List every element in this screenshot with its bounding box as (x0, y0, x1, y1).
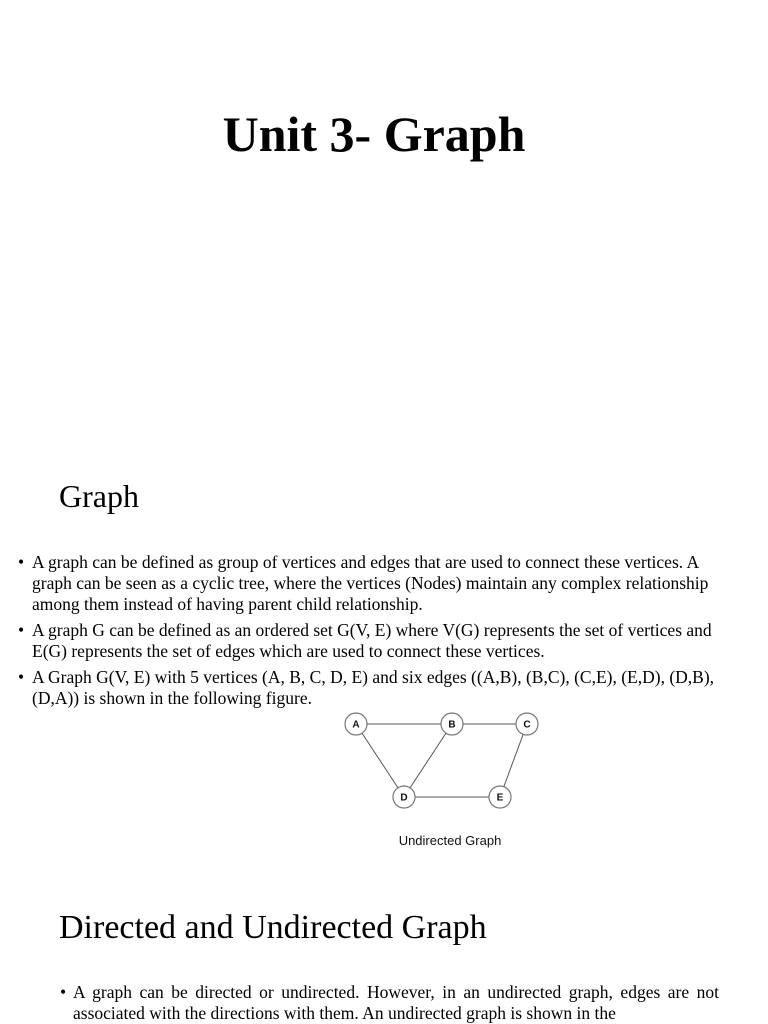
slide-title: Unit 3- Graph (222, 106, 526, 162)
section-heading-graph: Graph (59, 478, 139, 514)
bullet-text: A Graph G(V, E) with 5 vertices (A, B, C, D, E) and six edges ((A,B), (B,C), (C,E), (E,D), (D,B), (D,A)) is shown in the following figure. (32, 667, 715, 708)
bullet-text: A graph G can be defined as an ordered set G(V, E) where V(G) represents the set of vertices and E(G) represents the set of edges which are used to connect these vertices. (32, 620, 712, 661)
bullet-mark: • (18, 620, 25, 640)
graph-node-a (345, 713, 367, 735)
directed-bullet-list (60, 982, 719, 1024)
bullet-mark: • (60, 982, 67, 1002)
bullet-text: A graph can be defined as group of vertices and edges that are used to connect these vertices. A graph can be seen as a cyclic tree, where the vertices (Nodes) maintain any complex relationship among them instead of having parent child relationship. (32, 552, 709, 614)
bullet-text: A graph can be directed or undirected. However, in an undirected graph, edges are not associated with the directions with them. An undirected graph is shown in the (73, 982, 719, 1023)
node-label: C (523, 719, 531, 731)
figure-caption: Undirected Graph (398, 833, 502, 848)
bullet-mark: • (18, 552, 25, 572)
bullet-item (18, 552, 722, 615)
graph-edge-ce (500, 724, 527, 797)
node-label: A (352, 719, 360, 731)
graph-nodes (345, 713, 538, 808)
node-label: B (448, 719, 456, 731)
graph-node-e (489, 786, 511, 808)
section-heading-directed: Directed and Undirected Graph (59, 909, 487, 946)
bullet-item (18, 620, 722, 662)
graph-edge-da (356, 724, 404, 797)
node-label: D (400, 792, 408, 804)
bullet-item (60, 982, 719, 1024)
graph-edge-db (404, 724, 452, 797)
bullet-mark: • (18, 667, 25, 687)
node-label: E (496, 792, 504, 804)
graph-node-c (516, 713, 538, 735)
graph-node-b (441, 713, 463, 735)
bullet-item (18, 667, 722, 709)
graph-bullet-list (18, 552, 722, 714)
undirected-graph-figure (336, 704, 556, 854)
graph-node-d (393, 786, 415, 808)
